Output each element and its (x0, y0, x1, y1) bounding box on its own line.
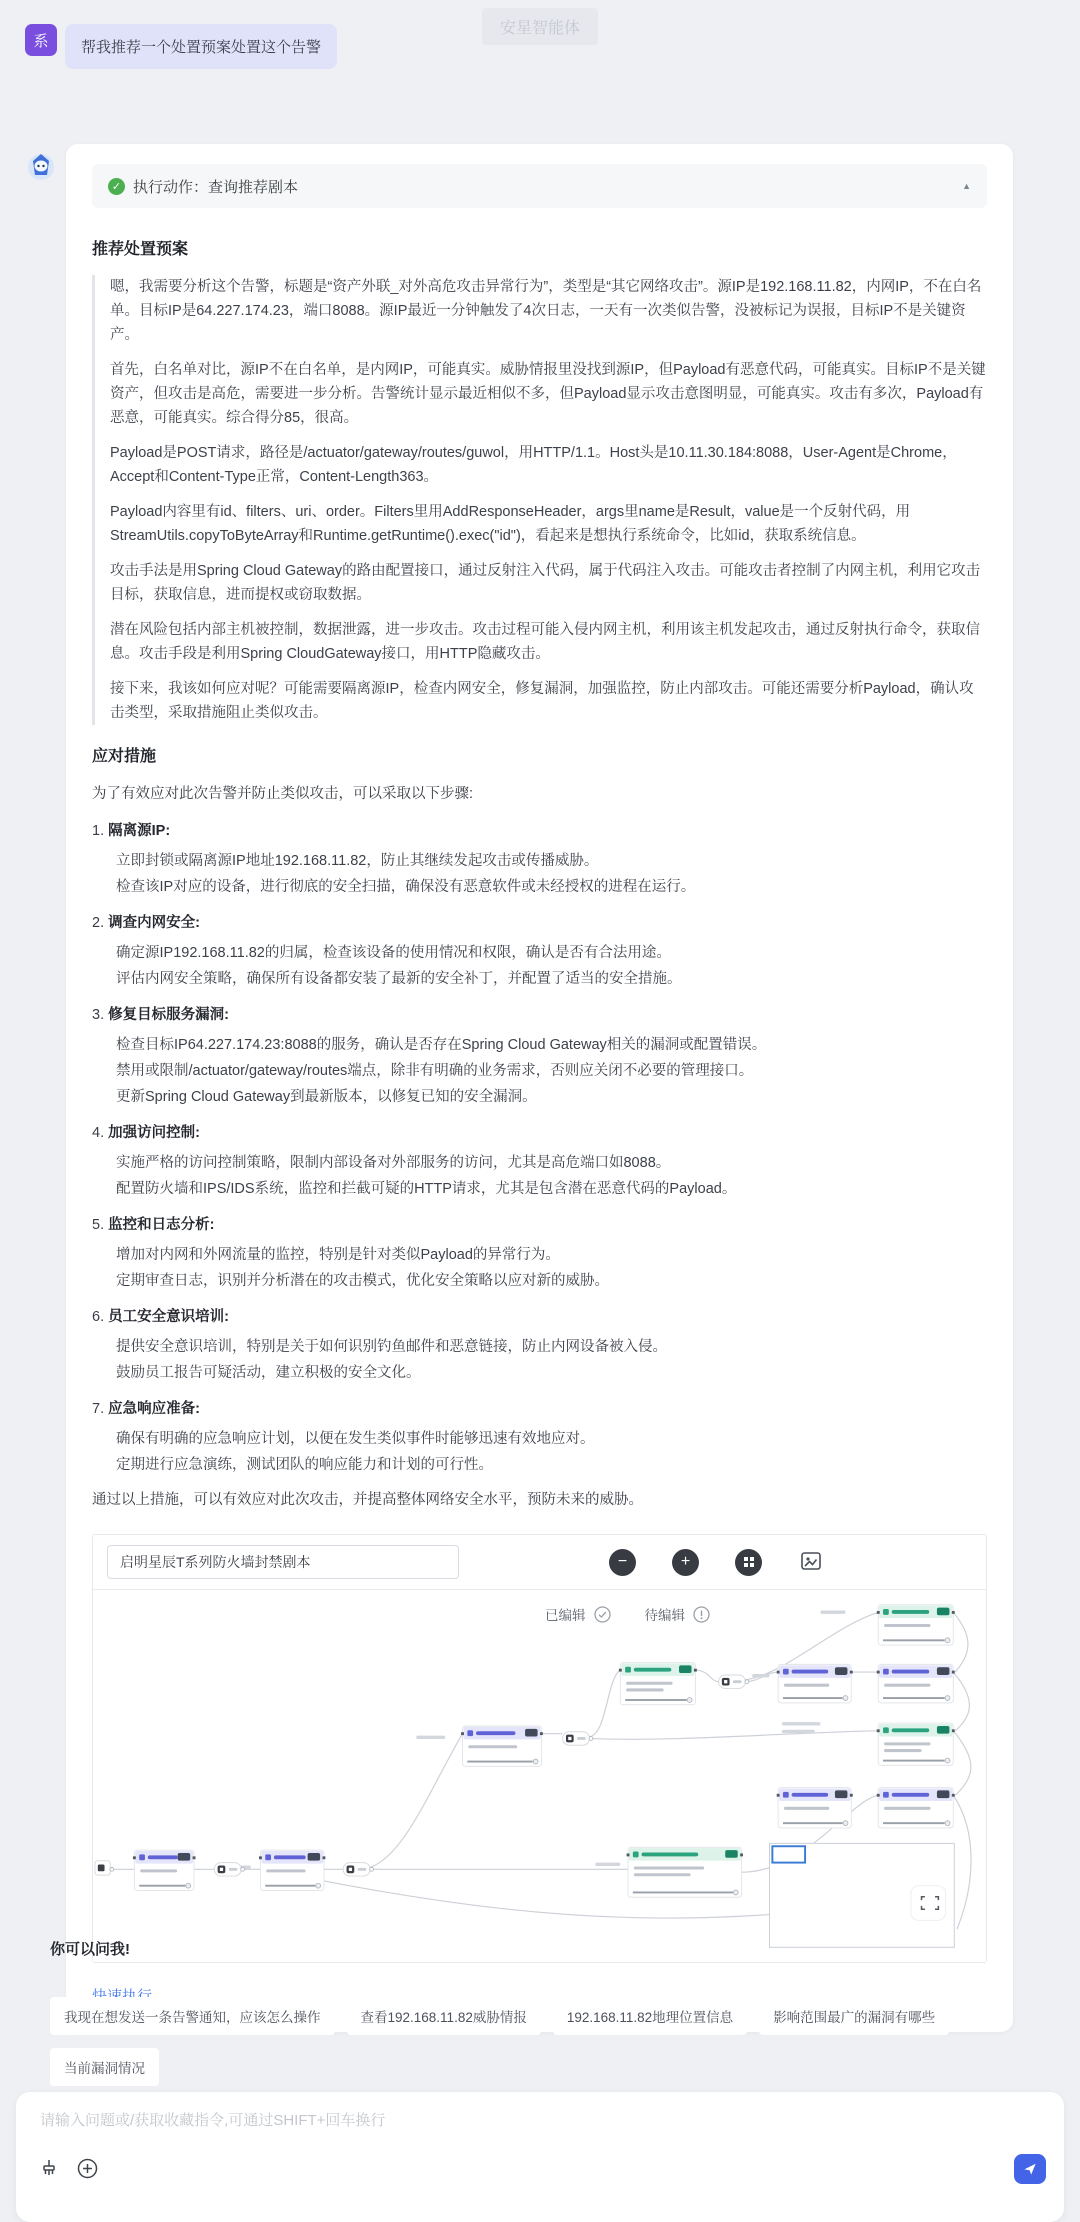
user-message-bubble: 帮我推荐一个处置预案处置这个告警 (65, 24, 337, 69)
measure-item: 调查内网安全: 确定源IP192.168.11.82的归属，检查该设备的使用情况和权限，确认是否有合法用途。 评估内网安全策略，确保所有设备都安装了最新的安全补丁，并配置了适当的安全措施。 (92, 910, 987, 992)
user-avatar: 系 (25, 24, 57, 56)
playbook-search-input[interactable] (107, 1545, 459, 1579)
assistant-mascot-icon (25, 151, 57, 183)
suggestion-row-1 (50, 1997, 1050, 2086)
grid-icon (743, 1556, 755, 1568)
measure-detail-line: 提供安全意识培训，特别是关于如何识别钓鱼邮件和恶意链接，防止内网设备被入侵。 (116, 1339, 667, 1355)
zoom-in-button[interactable]: + (672, 1549, 699, 1576)
flow-node[interactable] (627, 1847, 743, 1897)
flow-node[interactable] (461, 1726, 543, 1766)
flow-node[interactable] (133, 1850, 196, 1890)
send-button[interactable] (1014, 2154, 1046, 2184)
flow-connector-pill[interactable] (563, 1732, 593, 1745)
measures-list (92, 818, 987, 1478)
suggestion-chip[interactable]: 影响范围最广的漏洞有哪些 (759, 1997, 949, 2035)
measure-item: 加强访问控制: 实施严格的访问控制策略，限制内部设备对外部服务的访问，尤其是高危端口如8088。 配置防火墙和IPS/IDS系统，监控和拦截可疑的HTTP请求，尤其是包含潜在恶意代码的Payload。 (92, 1120, 987, 1202)
user-message-row (25, 24, 337, 69)
composer (16, 2092, 1064, 2222)
playbook-flow-graph (93, 1590, 986, 1962)
flow-connector-pill[interactable] (214, 1863, 244, 1876)
flow-node[interactable] (777, 1664, 853, 1702)
playbook-panel (92, 1534, 987, 1963)
playbook-toolbar (93, 1535, 986, 1590)
playbook-flow-canvas[interactable] (93, 1590, 986, 1962)
flow-node[interactable] (877, 1788, 955, 1828)
measures-title: 应对措施 (92, 748, 157, 765)
fullscreen-button[interactable] (911, 1886, 946, 1921)
analysis-paragraph: 攻击手法是用Spring Cloud Gateway的路由配置接口，通过反射注入代码，属于代码注入攻击。可能攻击者控制了内网主机，利用它攻击目标，获取信息，进而提权或窃取数据。 (110, 563, 981, 603)
flow-node[interactable] (619, 1662, 697, 1704)
action-status-bar[interactable] (92, 164, 987, 208)
layout-grid-button[interactable] (735, 1549, 762, 1576)
measure-detail-line: 检查该IP对应的设备，进行彻底的安全扫描，确保没有恶意软件或未经授权的进程在运行。 (116, 879, 696, 895)
broom-icon (39, 2158, 59, 2178)
measure-detail-line: 确定源IP192.168.11.82的归属，检查该设备的使用情况和权限，确认是否有合法用途。 (116, 945, 671, 961)
flow-connector-pill[interactable] (718, 1675, 748, 1688)
zoom-out-button[interactable]: − (609, 1549, 636, 1576)
collapse-caret-icon[interactable]: ▲ (962, 181, 971, 191)
flow-connector-pill[interactable] (343, 1863, 373, 1876)
measure-item: 监控和日志分析: 增加对内网和外网流量的监控，特别是针对类似Payload的异常行为。 定期审查日志，识别并分析潜在的攻击模式，优化安全策略以应对新的威胁。 (92, 1212, 987, 1294)
analysis-paragraph: 潜在风险包括内部主机被控制，数据泄露，进一步攻击。攻击过程可能入侵内网主机，利用该主机发起攻击，通过反射执行命令，获取信息。攻击手段是利用Spring CloudGateway接口，用HTTP隐藏攻击。 (110, 622, 980, 662)
action-status-label: 执行动作：查询推荐剧本 (133, 178, 299, 196)
clear-chat-button[interactable] (38, 2158, 60, 2180)
measure-detail-line: 增加对内网和外网流量的监控，特别是针对类似Payload的异常行为。 (116, 1247, 560, 1263)
suggestion-chip[interactable]: 当前漏洞情况 (50, 2048, 159, 2086)
measure-detail-line: 检查目标IP64.227.174.23:8088的服务，确认是否存在Spring Cloud Gateway相关的漏洞或配置错误。 (116, 1037, 767, 1053)
analysis-paragraph: Payload是POST请求，路径是/actuator/gateway/routes/guwol，用HTTP/1.1。Host头是10.11.30.184:8088，User-Agent是Chrome，Accept和Content-Type正常，Content-Length363。 (110, 445, 957, 485)
add-attachment-button[interactable] (76, 2158, 98, 2180)
analysis-quote-block (92, 275, 987, 725)
success-check-icon: ✓ (108, 178, 125, 195)
flow-node[interactable] (259, 1850, 325, 1890)
measure-detail-line: 确保有明确的应急响应计划，以便在发生类似事件时能够迅速有效地应对。 (116, 1431, 595, 1447)
measures-intro: 为了有效应对此次告警并防止类似攻击，可以采取以下步骤: (92, 786, 474, 802)
measure-detail-line: 实施严格的访问控制策略，限制内部设备对外部服务的访问，尤其是高危端口如8088。 (116, 1155, 671, 1171)
flow-node[interactable] (877, 1605, 955, 1645)
edited-check-circle-icon (594, 1606, 611, 1623)
measure-item: 应急响应准备: 确保有明确的应急响应计划，以便在发生类似事件时能够迅速有效地应对。 定期进行应急演练，测试团队的响应能力和计划的可行性。 (92, 1396, 987, 1478)
snapshot-icon (799, 1549, 823, 1573)
measure-detail-line: 定期进行应急演练，测试团队的响应能力和计划的可行性。 (116, 1457, 493, 1473)
legend-edited-label: 已编辑 (545, 1608, 586, 1623)
suggestions-title: 你可以问我! (50, 1941, 130, 1958)
flow-node[interactable] (777, 1788, 853, 1828)
message-input[interactable] (40, 2112, 940, 2129)
suggestion-chip[interactable]: 192.168.11.82地理位置信息 (553, 1997, 747, 2035)
measure-detail-line: 更新Spring Cloud Gateway到最新版本，以修复已知的安全漏洞。 (116, 1089, 537, 1105)
flow-node[interactable] (877, 1664, 955, 1702)
measure-item: 隔离源IP: 立即封锁或隔离源IP地址192.168.11.82，防止其继续发起攻击或传播威胁。 检查该IP对应的设备，进行彻底的安全扫描，确保没有恶意软件或未经授权的进程在运行。 (92, 818, 987, 900)
flow-minimap[interactable] (769, 1843, 954, 1947)
send-icon (1022, 2161, 1038, 2177)
watermark: 安星智能体 (482, 8, 598, 45)
measure-detail-line: 鼓励员工报告可疑活动，建立积极的安全文化。 (116, 1365, 421, 1381)
measure-item: 修复目标服务漏洞: 检查目标IP64.227.174.23:8088的服务，确认是否存在Spring Cloud Gateway相关的漏洞或配置错误。 禁用或限制/actuator/gateway/routes端点，除非有明确的业务需求，否则应关闭不必要的管理接口。 更新Spring Cloud Gateway到最新版本，以修复已知的安全漏洞。 (92, 1002, 987, 1110)
analysis-paragraph: Payload内容里有id、filters、uri、order。Filters里用AddResponseHeader，args里name是Result，value是一个反射代码，用StreamUtils.copyToByteArray和Runtime.getRuntime().exec("id")，看起来是想执行系统命令，比如id，获取系统信息。 (110, 504, 911, 544)
flow-start-node[interactable] (95, 1861, 114, 1875)
measure-detail-line: 配置防火墙和IPS/IDS系统，监控和拦截可疑的HTTP请求，尤其是包含潜在恶意代码的Payload。 (116, 1181, 737, 1197)
analysis-paragraph: 首先，白名单对比，源IP不在白名单，是内网IP，可能真实。威胁情报里没找到源IP，但Payload有恶意代码，可能真实。目标IP不是关键资产，但攻击是高危，需要进一步分析。告警统计显示最近相似不多，但Payload显示攻击意图明显，可能真实。攻击有多次，Payload有恶意，可能真实。综合得分85，很高。 (110, 362, 986, 426)
assistant-avatar (25, 151, 57, 183)
analysis-paragraph: 接下来，我该如何应对呢？可能需要隔离源IP，检查内网安全，修复漏洞，加强监控，防止内部攻击。可能还需要分析Payload，确认攻击类型，采取措施阻止类似攻击。 (110, 681, 974, 721)
suggestion-chip[interactable]: 我现在想发送一条告警通知，应该怎么操作 (50, 1997, 335, 2035)
snapshot-button[interactable] (798, 1549, 824, 1575)
pending-exclamation-circle-icon (693, 1606, 710, 1623)
measure-detail-line: 禁用或限制/actuator/gateway/routes端点，除非有明确的业务需求，否则应关闭不必要的管理接口。 (116, 1063, 754, 1079)
measure-detail-line: 定期审查日志，识别并分析潜在的攻击模式，优化安全策略以应对新的威胁。 (116, 1273, 609, 1289)
closing-paragraph: 通过以上措施，可以有效应对此次攻击，并提高整体网络安全水平，预防未来的威胁。 (92, 1492, 643, 1508)
analysis-paragraph: 嗯，我需要分析这个告警，标题是“资产外联_对外高危攻击异常行为”，类型是“其它网络攻击”。源IP是192.168.11.82，内网IP，不在白名单。目标IP是64.227.174.23，端口8088。源IP最近一分钟触发了4次日志，一天有一次类似告警，没被标记为误报，目标IP不是关键资产。 (110, 279, 982, 343)
measure-item: 员工安全意识培训: 提供安全意识培训，特别是关于如何识别钓鱼邮件和恶意链接，防止内网设备被入侵。 鼓励员工报告可疑活动，建立积极的安全文化。 (92, 1304, 987, 1386)
flow-node[interactable] (877, 1723, 955, 1765)
assistant-response-card (66, 144, 1013, 2032)
suggestion-chip[interactable]: 查看192.168.11.82威胁情报 (347, 1997, 541, 2035)
legend-pending-label: 待编辑 (644, 1608, 685, 1623)
flow-legend (545, 1604, 710, 1624)
measure-detail-line: 立即封锁或隔离源IP地址192.168.11.82，防止其继续发起攻击或传播威胁。 (116, 853, 599, 869)
section-title: 推荐处置预案 (92, 241, 189, 258)
plus-circle-icon (77, 2158, 98, 2179)
measure-detail-line: 评估内网安全策略，确保所有设备都安装了最新的安全补丁，并配置了适当的安全措施。 (116, 971, 682, 987)
